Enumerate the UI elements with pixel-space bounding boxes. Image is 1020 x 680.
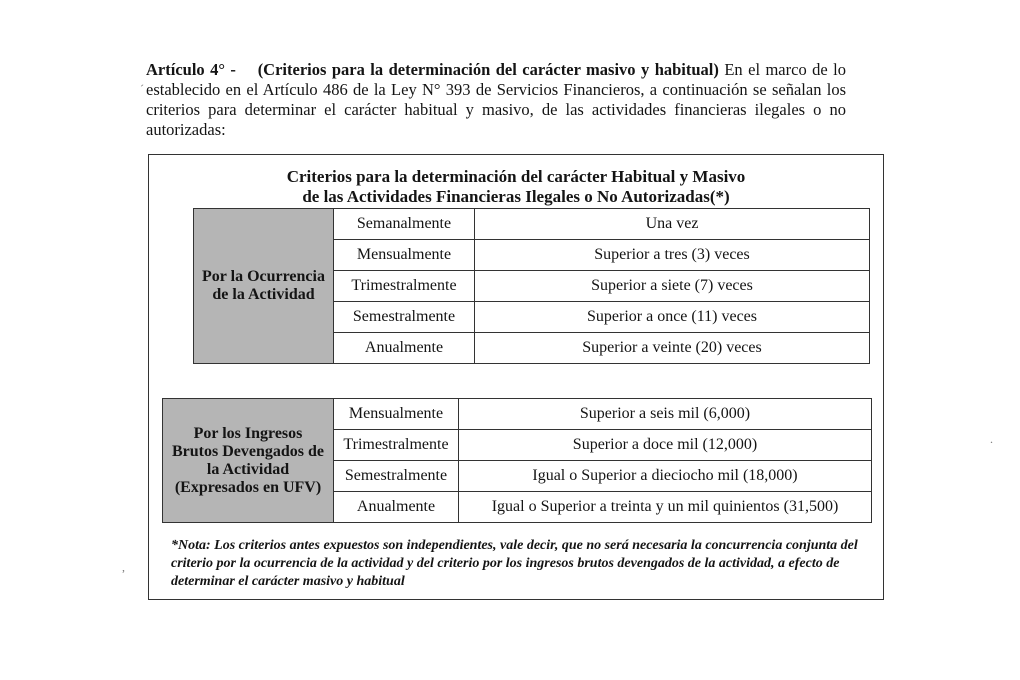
criterion-cell: Superior a tres (3) veces [475,240,870,271]
scan-speck: . [990,432,993,446]
criterion-cell: Superior a veinte (20) veces [475,333,870,364]
box-title-line1: Criterios para la determinación del carácter Habitual y Masivo [286,167,746,186]
table-row [194,209,870,240]
criterion-cell: Superior a seis mil (6,000) [459,399,872,430]
article-subheading: (Criterios para la determinación del carácter masivo y habitual) [257,60,719,79]
period-cell: Semestralmente [334,302,475,333]
criterion-cell: Igual o Superior a dieciocho mil (18,000) [459,461,872,492]
table-row [163,399,872,430]
criterion-cell: Superior a once (11) veces [475,302,870,333]
occurrence-group-label: Por la Ocurrencia de la Actividad [194,209,334,364]
period-cell: Anualmente [334,333,475,364]
period-cell: Mensualmente [334,399,459,430]
box-title-line2: de las Actividades Financieras Ilegales o No Autorizadas(*) [302,187,730,206]
period-cell: Trimestralmente [334,430,459,461]
criteria-box [148,154,884,600]
criterion-cell: Igual o Superior a treinta y un mil quinientos (31,500) [459,492,872,523]
article-paragraph [146,60,846,140]
period-cell: Semanalmente [334,209,475,240]
income-table [162,398,872,523]
article-body: En el marco de lo establecido en el Artículo 486 de la Ley N° 393 de Servicios Financieros, a continuación se señalan los criterios para determinar el carácter habitual y masivo, de las actividades financieras ilegales o no autorizadas: [146,60,847,139]
box-title [149,167,883,207]
period-cell: Anualmente [334,492,459,523]
scan-speck: ´ [140,82,144,96]
footnote: *Nota: Los criterios antes expuestos son independientes, vale decir, que no será necesaria la concurrencia conjunta del criterio por la ocurrencia de la actividad y del criterio por los ingresos brutos devengados de la actividad, a efecto de determinar el carácter masivo y habitual [171,538,858,589]
criterion-cell: Superior a doce mil (12,000) [459,430,872,461]
scan-speck: , [122,560,125,574]
period-cell: Semestralmente [334,461,459,492]
period-cell: Mensualmente [334,240,475,271]
criterion-cell: Una vez [475,209,870,240]
income-group-label: Por los Ingresos Brutos Devengados de la Actividad (Expresados en UFV) [163,399,334,523]
period-cell: Trimestralmente [334,271,475,302]
article-heading: Artículo 4° - [146,60,236,79]
criterion-cell: Superior a siete (7) veces [475,271,870,302]
occurrence-table [193,208,870,364]
